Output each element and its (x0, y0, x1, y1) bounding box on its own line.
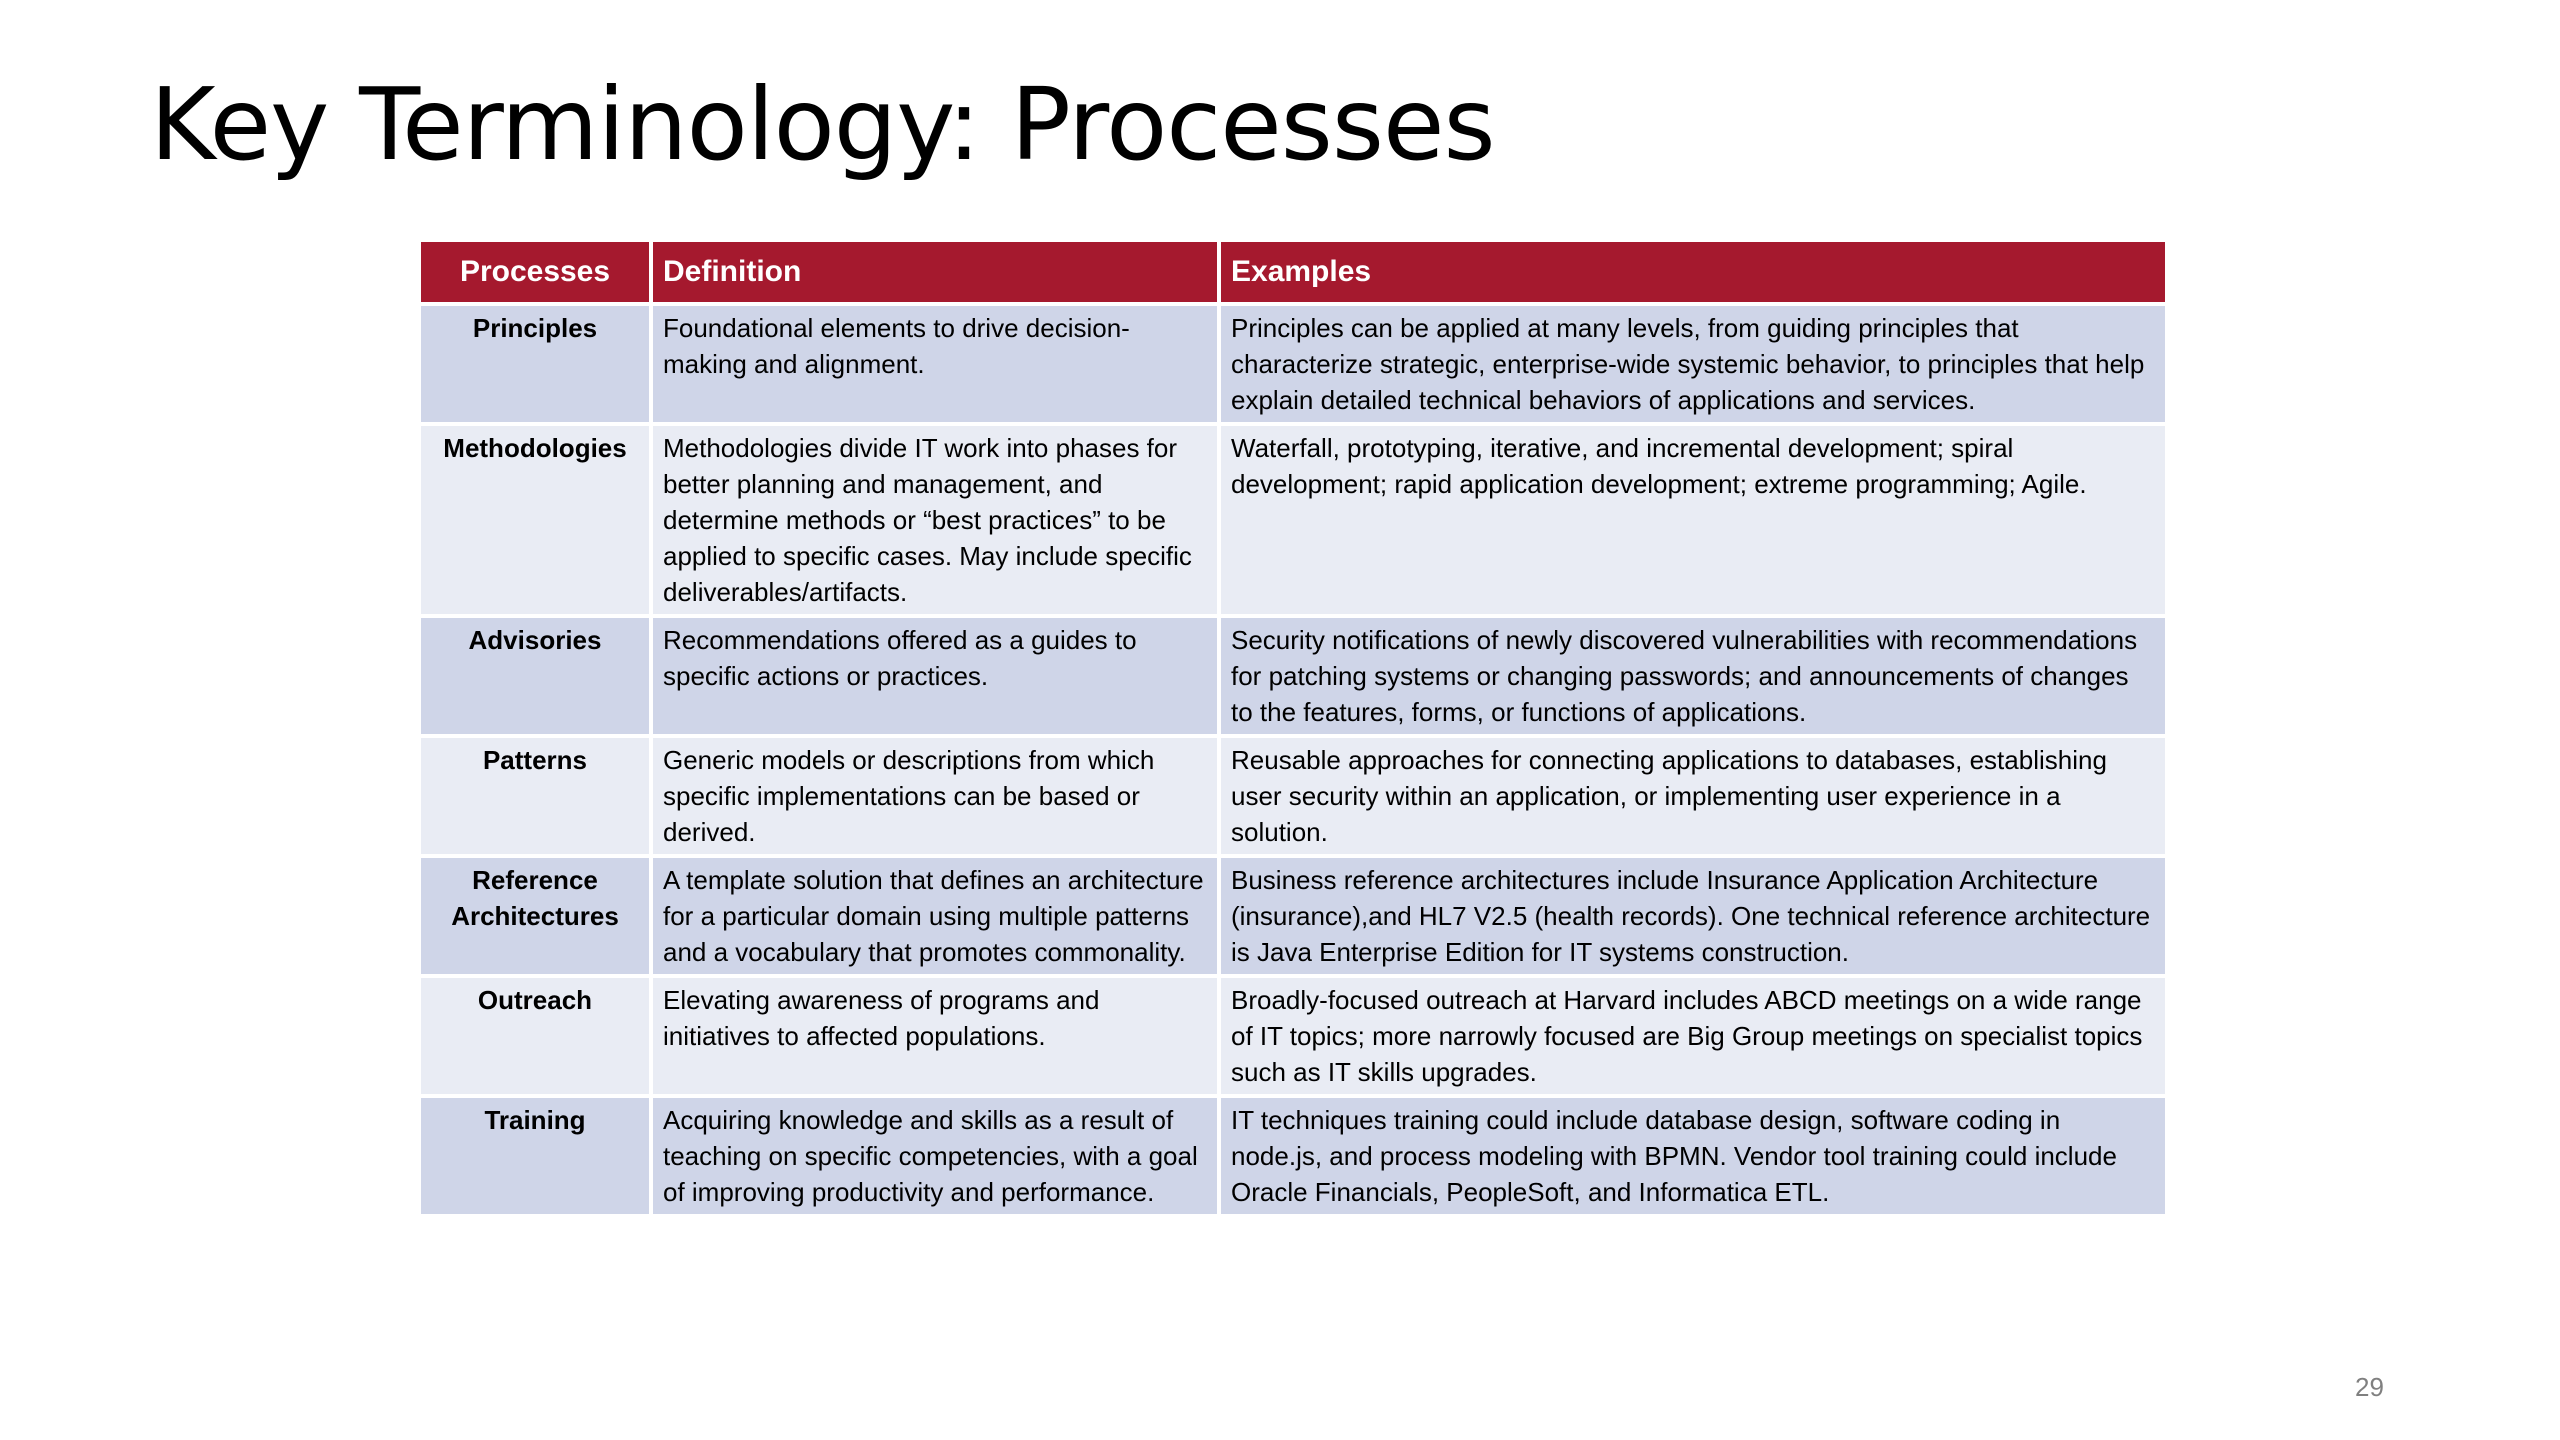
table-row-methodologies (421, 426, 2165, 618)
process-examples: Principles can be applied at many levels, from guiding principles that characterize strategic, enterprise-wide systemic behavior, to principles that help explain detailed technical behaviors of applications and services. (1221, 306, 2165, 426)
slide-title: Key Terminology: Processes (150, 66, 1495, 183)
process-definition: A template solution that defines an architecture for a particular domain using multiple patterns and a vocabulary that promotes commonality. (653, 858, 1221, 978)
table-row-advisories (421, 618, 2165, 738)
terminology-table (421, 242, 2165, 1218)
process-examples: Security notifications of newly discovered vulnerabilities with recommendations for patching systems or changing passwords; and announcements of changes to the features, forms, or functions of applications. (1221, 618, 2165, 738)
process-definition: Elevating awareness of programs and initiatives to affected populations. (653, 978, 1221, 1098)
process-examples: IT techniques training could include database design, software coding in node.js, and process modeling with BPMN. Vendor tool training could include Oracle Financials, PeopleSoft, and Informatica ETL. (1221, 1098, 2165, 1218)
process-examples: Broadly-focused outreach at Harvard includes ABCD meetings on a wide range of IT topics; more narrowly focused are Big Group meetings on specialist topics such as IT skills upgrades. (1221, 978, 2165, 1098)
process-name: Outreach (421, 978, 653, 1098)
process-name: Methodologies (421, 426, 653, 618)
process-name: Advisories (421, 618, 653, 738)
page-number: 29 (2355, 1372, 2384, 1402)
process-name: Reference Architectures (421, 858, 653, 978)
table-row-patterns (421, 738, 2165, 858)
table-row-reference-architectures (421, 858, 2165, 978)
header-examples: Examples (1221, 242, 2165, 306)
process-definition: Foundational elements to drive decision-making and alignment. (653, 306, 1221, 426)
table-row-training (421, 1098, 2165, 1218)
process-name: Patterns (421, 738, 653, 858)
process-examples: Business reference architectures include Insurance Application Architecture (insurance),and HL7 V2.5 (health records). One technical reference architecture is Java Enterprise Edition for IT systems construction. (1221, 858, 2165, 978)
process-name: Training (421, 1098, 653, 1218)
terminology-table-container (421, 242, 2165, 1218)
process-definition: Methodologies divide IT work into phases for better planning and management, and determine methods or “best practices” to be applied to specific cases. May include specific deliverables/artifacts. (653, 426, 1221, 618)
process-examples: Reusable approaches for connecting applications to databases, establishing user security within an application, or implementing user experience in a solution. (1221, 738, 2165, 858)
table-header-row (421, 242, 2165, 306)
table-row-principles (421, 306, 2165, 426)
header-processes: Processes (421, 242, 653, 306)
process-definition: Generic models or descriptions from which specific implementations can be based or derived. (653, 738, 1221, 858)
table-row-outreach (421, 978, 2165, 1098)
process-examples: Waterfall, prototyping, iterative, and incremental development; spiral development; rapid application development; extreme programming; Agile. (1221, 426, 2165, 618)
process-definition: Acquiring knowledge and skills as a result of teaching on specific competencies, with a goal of improving productivity and performance. (653, 1098, 1221, 1218)
header-definition: Definition (653, 242, 1221, 306)
process-name: Principles (421, 306, 653, 426)
process-definition: Recommendations offered as a guides to specific actions or practices. (653, 618, 1221, 738)
